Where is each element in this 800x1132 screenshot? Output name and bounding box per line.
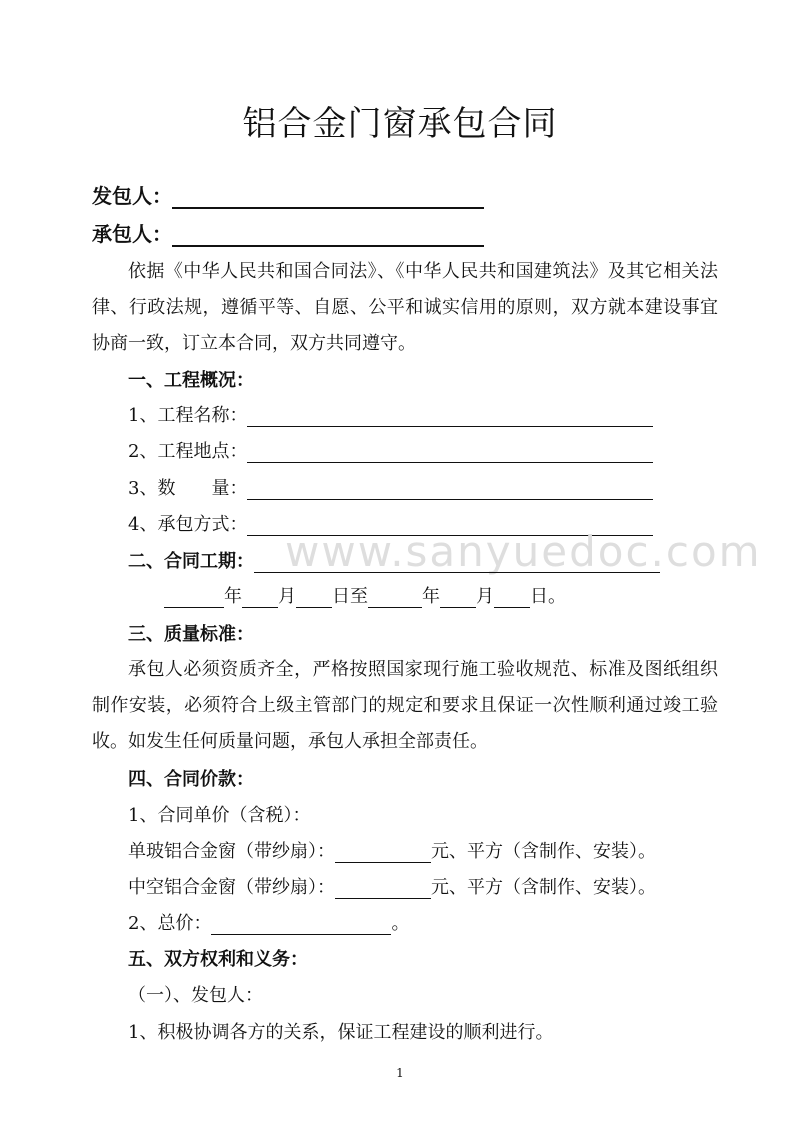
date-year-1: 年	[224, 586, 242, 607]
window2-suffix: 元、平方（含制作、安装）。	[431, 877, 656, 898]
project-name-line	[128, 401, 653, 427]
project-location-label: 2、工程地点：	[128, 441, 248, 462]
employer-subheading: （一）、发包人：	[128, 985, 263, 1006]
contractor-label: 承包人：	[92, 222, 172, 246]
employer-blank[interactable]	[172, 185, 484, 209]
project-location-blank[interactable]	[247, 440, 653, 463]
window1-suffix: 元、平方（含制作、安装）。	[431, 841, 656, 862]
date-year-2: 年	[422, 586, 440, 607]
start-year-blank[interactable]	[164, 585, 224, 608]
section4-heading: 四、合同价款：	[128, 769, 254, 790]
project-location-line	[128, 437, 653, 463]
section2-line	[128, 547, 660, 573]
section2-blank[interactable]	[254, 550, 660, 573]
document-title: 铝合金门窗承包合同	[242, 104, 558, 144]
end-year-blank[interactable]	[368, 585, 422, 608]
quantity-blank[interactable]	[247, 477, 653, 500]
page-number: 1	[396, 1066, 404, 1080]
total-price-label: 2、总价：	[128, 913, 212, 934]
employer-duty-1: 1、积极协调各方的关系，保证工程建设的顺利进行。	[128, 1022, 554, 1043]
date-day-to: 日至	[332, 586, 368, 607]
date-day-end: 日。	[530, 586, 566, 607]
section3-heading: 三、质量标准：	[128, 624, 254, 645]
quality-paragraph: 承包人必须资质齐全，严格按照国家现行施工验收规范、标准及图纸组织制作安装，必须符合上级主管部门的规定和要求且保证一次性顺利通过竣工验收。如发生任何质量问题，承包人承担全部责任。	[92, 659, 718, 752]
window2-line	[128, 873, 656, 899]
window2-price-blank[interactable]	[335, 876, 431, 899]
start-day-blank[interactable]	[296, 585, 332, 608]
employer-label: 发包人：	[92, 184, 172, 208]
window1-line	[128, 837, 656, 863]
quantity-label: 3、数 量：	[128, 478, 248, 499]
window1-price-blank[interactable]	[335, 840, 431, 863]
contractor-blank[interactable]	[172, 223, 484, 247]
intro-paragraph: 依据《中华人民共和国合同法》、《中华人民共和国建筑法》及其它相关法律、行政法规，遵循平等、自愿、公平和诚实信用的原则，双方就本建设事宜协商一致，订立本合同，双方共同遵守。	[92, 261, 718, 354]
window2-label: 中空铝合金窗（带纱扇）：	[128, 877, 335, 898]
employer-line	[92, 180, 484, 209]
section5-heading: 五、双方权利和义务：	[128, 949, 308, 970]
window1-label: 单玻铝合金窗（带纱扇）：	[128, 841, 335, 862]
unit-price-label: 1、合同单价（含税）：	[128, 805, 311, 826]
start-month-blank[interactable]	[242, 585, 278, 608]
watermark: www.sanyuedoc.com	[285, 527, 762, 576]
project-name-blank[interactable]	[247, 404, 653, 427]
total-price-suffix: 。	[391, 913, 410, 934]
quantity-line	[128, 474, 653, 500]
section2-heading: 二、合同工期：	[128, 551, 254, 572]
project-name-label: 1、工程名称：	[128, 405, 248, 426]
date-month-1: 月	[278, 586, 296, 607]
section1-heading: 一、工程概况：	[128, 370, 254, 391]
end-day-blank[interactable]	[494, 585, 530, 608]
total-price-line	[128, 909, 409, 935]
contractor-line	[92, 218, 484, 247]
contract-mode-label: 4、承包方式：	[128, 514, 248, 535]
date-range-line	[164, 582, 566, 608]
date-month-2: 月	[476, 586, 494, 607]
end-month-blank[interactable]	[440, 585, 476, 608]
total-price-blank[interactable]	[211, 912, 391, 935]
